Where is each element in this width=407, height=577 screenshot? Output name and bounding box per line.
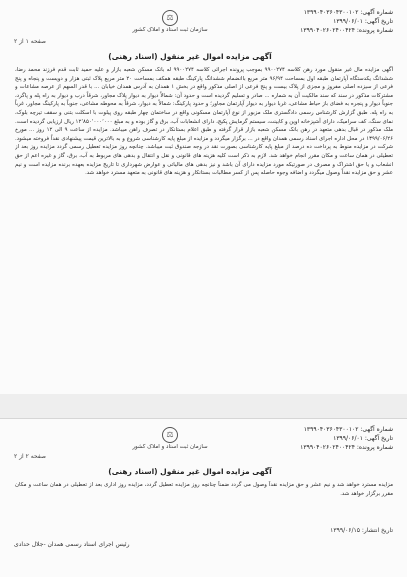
registry-emblem (120, 10, 220, 34)
page-number: صفحه ۲ از ۲ (14, 453, 46, 460)
organization-name: سازمان ثبت اسناد و املاک کشور (132, 27, 208, 33)
notice-body: مزایده مسترد خواهد شد و نیم عشر و حق مزایده نقداً وصول می گردد ضمناً چنانچه روز مزایده تعطیل گردد، مزایده روز اداری بعد از تعطیلی در همان ساعت و مکان مقرر برگزار خواهد شد. (15, 482, 393, 497)
emblem-icon: ⚖ (162, 10, 178, 26)
notice-date: تاریخ آگهی: ۱۳۹۹/۰۶/۰۱ (333, 435, 393, 442)
page-title: آگهی مزایده اموال غیر منقول (اسناد رهنی) (108, 52, 272, 61)
emblem-icon: ⚖ (162, 427, 178, 443)
signature-line: رئیس اجرای اسناد رسمی همدان -جلال حدادی (14, 541, 130, 548)
notice-body: آگهی مزایده مال غیر منقول مورد رهن کلاسه ۹۹۰۰۲۷۴ بموجب پرونده اجرائی کلاسه ۹۹۰۰۲۷۴ له بانک مسکن شعبه بازار و علیه حمید ثابت قدم فرزند محمد رضا، ششدانگ یکدستگاه آپارتمان طبقه اول بمساحت ۹۶/۹۴ متر مربع باانضمام ششدانگ پارکینگ طبقه همکف بمساحت ۲۰ متر مربع پلاک ثبتی هزار و دویست و پنجاه و پنج فرعی از سیزده اصلی مفروز و مجزی از پلاک بیست و پنج فرعی از اصلی مذکور واقع در بخش ۱ همدان به آدرس همدان خیابان ... با قدر السهم از عرصه مشاعات و مشترکات مذکور در سند که سند مالکیت آن به شماره ... صادر و تسلیم گردیده است و حدود آن: شمالاً دیوار به دیوار پلاک مجاور، شرقاً درب و دیوار به راه پله و پاگرد، جنوباً دیوار و پنجره به فضای باز حیاط مشاعی، غربا دیوار به دیوار آپارتمان مجاور؛ و حدود پارکینگ: شمالاً به دیوار، شرقاً به محوطه مشاعی، جنوباً به پارکینگ مجاور، غرباً به راه پله. طبق گزارش کارشناس رسمی دادگستری ملک مزبور از نوع آپارتمان مسکونی واقع در ساختمان چهار طبقه روی پیلوت با اسکلت بتنی و سقف تیرچه بلوک، نمای سنگ، کف سرامیک، دارای آشپزخانه اوپن و کابینت، سیستم گرمایش پکیج، دارای انشعابات آب، برق و گاز بوده و به مبلغ ۱۲٬۸۵۰٬۰۰۰٬۰۰۰ ریال ارزیابی گردیده است. ملک مذکور در قبال بدهی متعهد در رهن بانک مسکن شعبه بازار قرار گرفته و طبق اعلام بستانکار در تصرف راهن میباشد. مزایده از ساعت ۹ الی ۱۲ روز ... مورخ ۱۳۹۹/۰۶/۲۶ در محل اداره اجرای اسناد رسمی همدان واقع در ... برگزار میگردد و مزایده از مبلغ پایه کارشناسی شروع و به بالاترین قیمت پیشنهادی نقداً فروخته میشود. شرکت در مزایده منوط به پرداخت ده درصد از مبلغ پایه کارشناسی بصورت نقد در وجه صندوق ثبت میباشد. چنانچه روز مزایده تعطیل رسمی گردد مزایده روز بعد از تعطیلی در همان ساعت و مکان مقرر انجام خواهد شد. لازم به ذکر است کلیه هزینه های قانونی و نقل و انتقال و بدهی های مربوط به آب، برق، گاز و غیره اعم از حق انشعاب و یا حق اشتراک و مصرف در صورتیکه مورد مزایده دارای آن باشد و نیز بدهی های مالیاتی و عوارض شهرداری تا تاریخ مزایده بعهده برنده مزایده است و نیم عشر و حق مزایده نقداً وصول میگردد و اضافه وجوه حاصله پس از کسر مطالبات بستانکار و هزینه های قانونی به متعهد مسترد خواهد شد. (15, 67, 393, 177)
file-number: شماره پرونده: ۱۳۹۹۰۴۰۲۶۰۲۴۰۰۴۲۴ (300, 27, 393, 34)
notice-date: تاریخ آگهی: ۱۳۹۹/۰۶/۰۱ (333, 18, 393, 25)
notice-meta (300, 425, 393, 452)
page-separator (0, 394, 407, 418)
document-page-2 (0, 418, 407, 577)
file-number: شماره پرونده: ۱۳۹۹۰۴۰۲۶۰۲۴۰۰۴۲۴ (300, 444, 393, 451)
page-number: صفحه ۱ از ۲ (14, 38, 46, 45)
publish-date: تاریخ انتشار: ۱۳۹۹/۰۶/۱۵ (330, 527, 393, 534)
notice-number: شماره آگهی: ۱۳۹۹۰۴۰۳۶۰۴۳۰۰۱۰۲ (303, 426, 393, 433)
registry-emblem (120, 427, 220, 451)
notice-number: شماره آگهی: ۱۳۹۹۰۴۰۳۶۰۴۳۰۰۱۰۲ (303, 9, 393, 16)
organization-name: سازمان ثبت اسناد و املاک کشور (132, 444, 208, 450)
notice-meta (300, 8, 393, 35)
page-title: آگهی مزایده اموال غیر منقول (اسناد رهنی) (108, 467, 272, 476)
